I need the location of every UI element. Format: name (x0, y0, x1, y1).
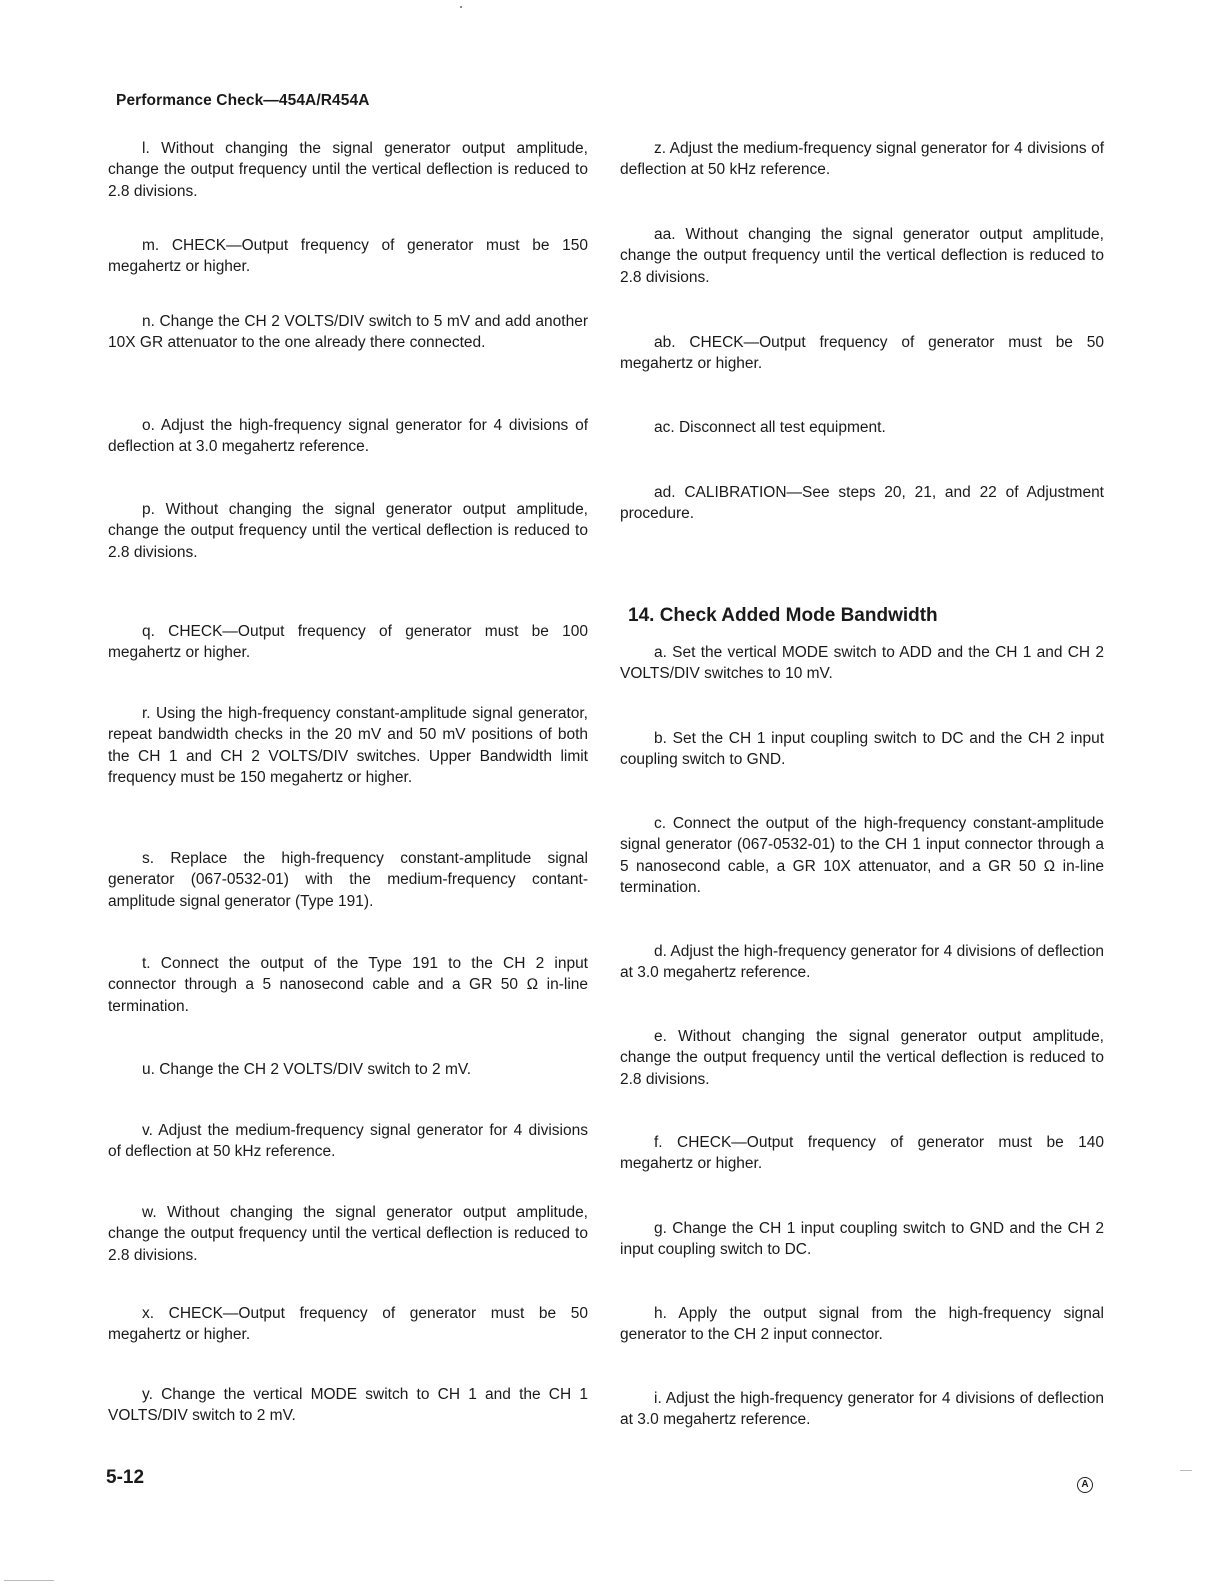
step-l: l. Without changing the signal generator output amplitude, change the output frequency until the vertical deflection is reduced to 2.8 divisions. (108, 140, 588, 200)
step-14b: b. Set the CH 1 input coupling switch to DC and the CH 2 input coupling switch to GND. (620, 730, 1104, 769)
step-14i: i. Adjust the high-frequency generator for 4 divisions of deflection at 3.0 megahertz reference. (620, 1390, 1104, 1429)
step-ab: ab. CHECK—Output frequency of generator must be 50 megahertz or higher. (620, 334, 1104, 373)
step-aa: aa. Without changing the signal generator output amplitude, change the output frequency until the vertical deflection is reduced to 2.8 divisions. (620, 226, 1104, 286)
step-n: n. Change the CH 2 VOLTS/DIV switch to 5 mV and add another 10X GR attenuator to the one already there connected. (108, 313, 588, 352)
step-14h: h. Apply the output signal from the high-frequency signal generator to the CH 2 input connector. (620, 1305, 1104, 1344)
step-ad: ad. CALIBRATION—See steps 20, 21, and 22 of Adjustment procedure. (620, 484, 1104, 523)
step-u: u. Change the CH 2 VOLTS/DIV switch to 2 mV. (142, 1061, 472, 1078)
running-header: Performance Check—454A/R454A (116, 92, 370, 109)
step-z: z. Adjust the medium-frequency signal generator for 4 divisions of deflection at 50 kHz reference. (620, 140, 1104, 179)
step-14g: g. Change the CH 1 input coupling switch to GND and the CH 2 input coupling switch to DC. (620, 1220, 1104, 1259)
step-p: p. Without changing the signal generator output amplitude, change the output frequency until the vertical deflection is reduced to 2.8 divisions. (108, 501, 588, 561)
step-s: s. Replace the high-frequency constant-amplitude signal generator (067-0532-01) with the medium-frequency contant-amplitude signal generator (Type 191). (108, 850, 588, 910)
scan-edge-mark (4, 1580, 54, 1581)
step-y: y. Change the vertical MODE switch to CH 1 and the CH 1 VOLTS/DIV switch to 2 mV. (108, 1386, 588, 1425)
scan-speck (460, 6, 462, 8)
step-x: x. CHECK—Output frequency of generator must be 50 megahertz or higher. (108, 1305, 588, 1344)
step-r: r. Using the high-frequency constant-amplitude signal generator, repeat bandwidth checks in the 20 mV and 50 mV positions of both the CH 1 and CH 2 VOLTS/DIV switches. Upper Bandwidth limit frequency must be 150 megahertz or higher. (108, 705, 588, 786)
step-14e: e. Without changing the signal generator output amplitude, change the output frequency until the vertical deflection is reduced to 2.8 divisions. (620, 1028, 1104, 1088)
step-14d: d. Adjust the high-frequency generator for 4 divisions of deflection at 3.0 megahertz reference. (620, 943, 1104, 982)
step-m: m. CHECK—Output frequency of generator must be 150 megahertz or higher. (108, 237, 588, 276)
step-ac: ac. Disconnect all test equipment. (654, 419, 886, 436)
step-14f: f. CHECK—Output frequency of generator must be 140 megahertz or higher. (620, 1134, 1104, 1173)
step-t: t. Connect the output of the Type 191 to the CH 2 input connector through a 5 nanosecond cable and a GR 50 Ω in-line termination. (108, 955, 588, 1015)
step-o: o. Adjust the high-frequency signal generator for 4 divisions of deflection at 3.0 megahertz reference. (108, 417, 588, 456)
step-14a: a. Set the vertical MODE switch to ADD and the CH 1 and CH 2 VOLTS/DIV switches to 10 mV. (620, 644, 1104, 683)
page-number: 5-12 (106, 1467, 145, 1488)
step-w: w. Without changing the signal generator output amplitude, change the output frequency until the vertical deflection is reduced to 2.8 divisions. (108, 1204, 588, 1264)
step-v: v. Adjust the medium-frequency signal generator for 4 divisions of deflection at 50 kHz reference. (108, 1122, 588, 1161)
section-heading: 14. Check Added Mode Bandwidth (628, 605, 938, 626)
step-14c: c. Connect the output of the high-frequency constant-amplitude signal generator (067-0532-01) to the CH 1 input connector through a 5 nanosecond cable, a GR 10X attenuator, and a GR 50 Ω in-line termination. (620, 815, 1104, 896)
scan-edge-mark (1180, 1470, 1192, 1471)
step-q: q. CHECK—Output frequency of generator must be 100 megahertz or higher. (108, 623, 588, 662)
revision-mark: A (1077, 1477, 1093, 1493)
